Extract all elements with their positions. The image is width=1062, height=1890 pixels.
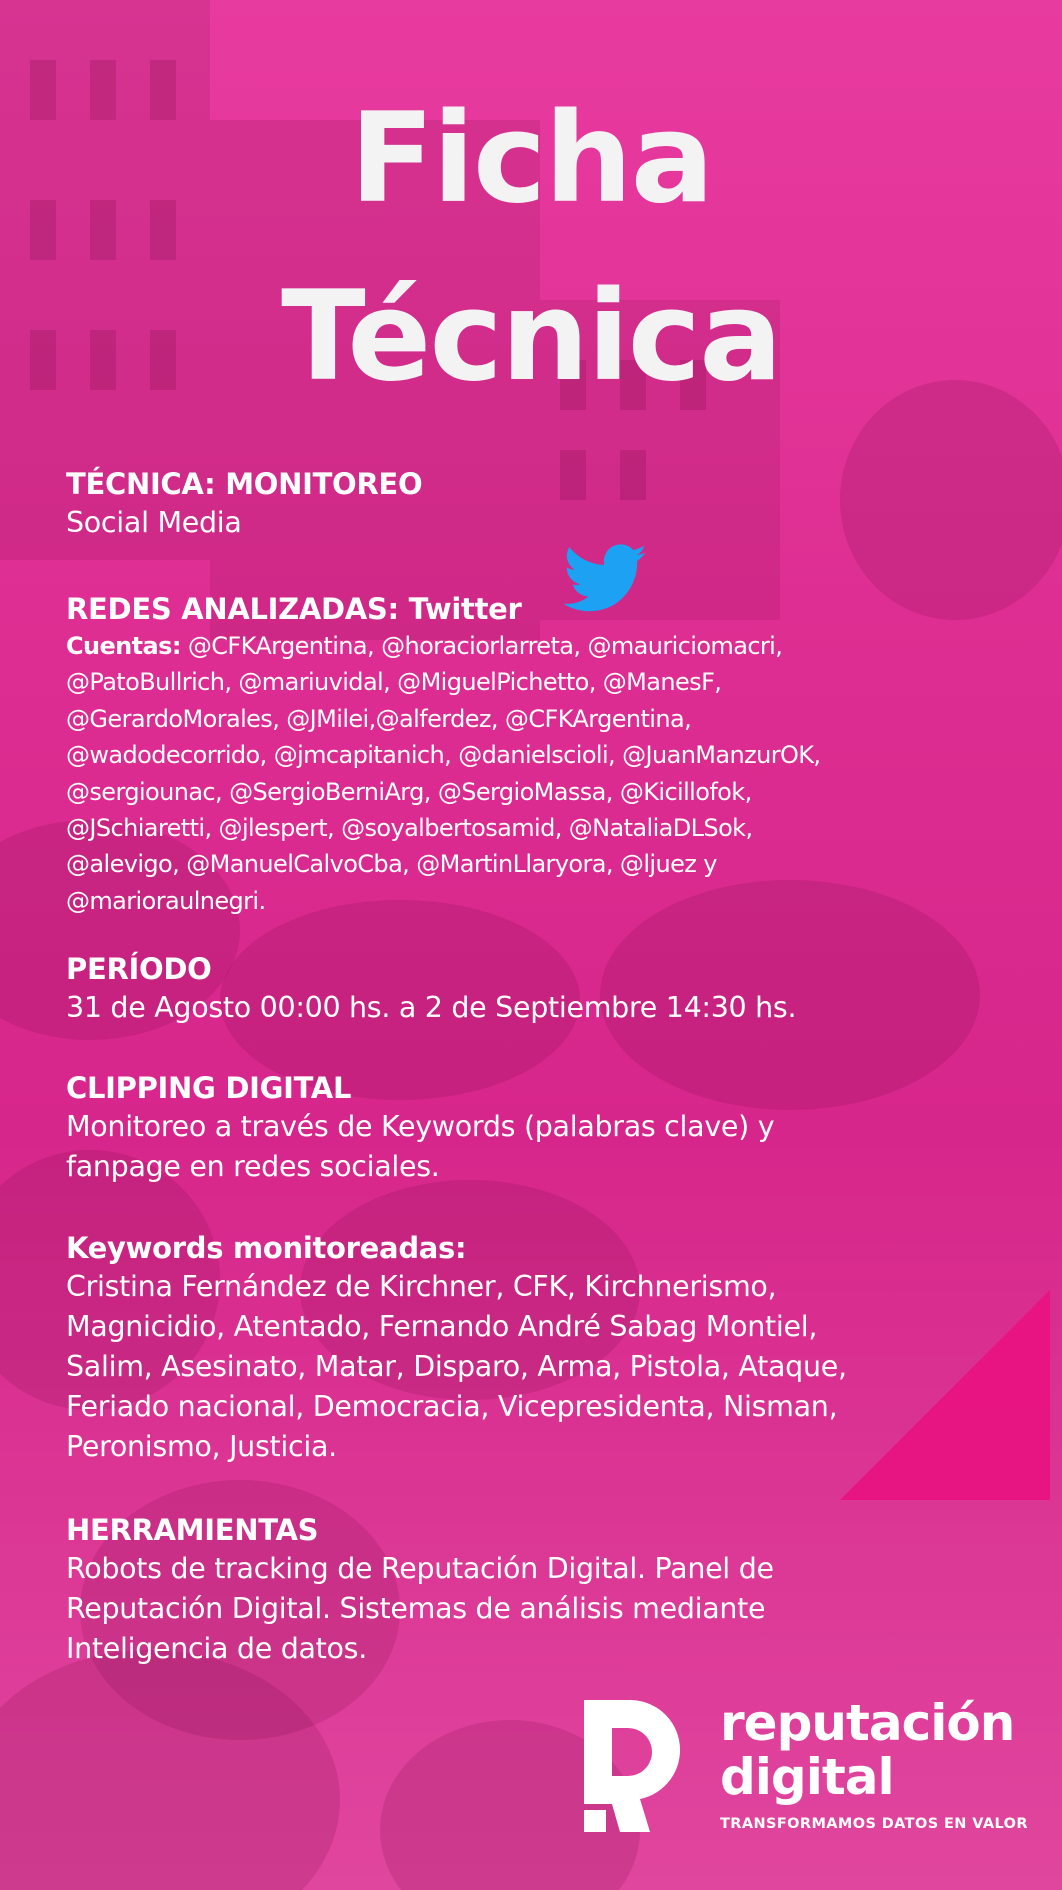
clipping-line: fanpage en redes sociales. xyxy=(66,1150,440,1183)
clipping-line: Monitoreo a través de Keywords (palabras clave) y xyxy=(66,1110,775,1143)
twitter-bird-icon xyxy=(564,542,648,616)
accounts-line: @GerardoMorales, @JMilei,@alferdez, @CFKArgentina, xyxy=(66,704,692,733)
accounts-line: @JSchiaretti, @jlespert, @soyalbertosamid, @NataliaDLSok, xyxy=(66,814,753,843)
accounts-list xyxy=(66,628,1056,919)
section-keywords xyxy=(66,1229,1056,1467)
accounts-line: @marioraulnegri. xyxy=(66,886,266,915)
accounts-label: Cuentas: xyxy=(66,632,181,660)
title-line-1: Ficha xyxy=(349,87,713,231)
logo-name-line-1: reputación xyxy=(720,1694,1015,1752)
accounts-line: @PatoBullrich, @mariuvidal, @MiguelPichetto, @ManesF, xyxy=(66,668,722,697)
title-line-2: Técnica xyxy=(281,265,781,409)
page-title xyxy=(0,70,1062,426)
herramientas-line: Reputación Digital. Sistemas de análisis mediante xyxy=(66,1592,766,1625)
redes-heading: REDES ANALIZADAS: Twitter xyxy=(66,592,522,626)
keywords-line: Peronismo, Justicia. xyxy=(66,1430,337,1463)
section-herramientas xyxy=(66,1511,1056,1669)
logo-name-line-2: digital xyxy=(720,1748,894,1806)
clipping-heading: CLIPPING DIGITAL xyxy=(66,1071,352,1105)
tecnica-heading: TÉCNICA: MONITOREO xyxy=(66,467,423,501)
periodo-text: 31 de Agosto 00:00 hs. a 2 de Septiembre 14:30 hs. xyxy=(66,991,797,1024)
reputacion-digital-logo xyxy=(584,1690,1028,1840)
section-redes xyxy=(66,590,1056,919)
accounts-line: @wadodecorrido, @jmcapitanich, @danielscioli, @JuanManzurOK, xyxy=(66,741,821,770)
keywords-line: Cristina Fernández de Kirchner, CFK, Kirchnerismo, xyxy=(66,1270,777,1303)
periodo-heading: PERÍODO xyxy=(66,952,212,986)
herramientas-line: Inteligencia de datos. xyxy=(66,1632,367,1665)
keywords-line: Feriado nacional, Democracia, Vicepresidenta, Nisman, xyxy=(66,1390,838,1423)
reputacion-digital-logo-icon xyxy=(584,1700,686,1832)
keywords-line: Salim, Asesinato, Matar, Disparo, Arma, Pistola, Ataque, xyxy=(66,1350,847,1383)
section-periodo xyxy=(66,950,1056,1028)
herramientas-line: Robots de tracking de Reputación Digital. Panel de xyxy=(66,1552,774,1585)
logo-wordmark xyxy=(720,1696,1014,1804)
keywords-line: Magnicidio, Atentado, Fernando André Sabag Montiel, xyxy=(66,1310,818,1343)
accounts-line: @sergiounac, @SergioBerniArg, @SergioMassa, @Kicillofok, xyxy=(66,777,752,806)
section-clipping xyxy=(66,1069,1056,1187)
tecnica-text: Social Media xyxy=(66,506,242,539)
herramientas-heading: HERRAMIENTAS xyxy=(66,1513,319,1547)
accounts-line xyxy=(66,628,1056,664)
accounts-line: @alevigo, @ManuelCalvoCba, @MartinLlaryora, @ljuez y xyxy=(66,850,717,879)
keywords-heading: Keywords monitoreadas: xyxy=(66,1231,467,1265)
section-tecnica xyxy=(66,465,1056,543)
accounts-text: @CFKArgentina, @horaciorlarreta, @mauriciomacri, xyxy=(180,632,783,660)
logo-tagline: TRANSFORMAMOS DATOS EN VALOR xyxy=(720,1816,1028,1832)
